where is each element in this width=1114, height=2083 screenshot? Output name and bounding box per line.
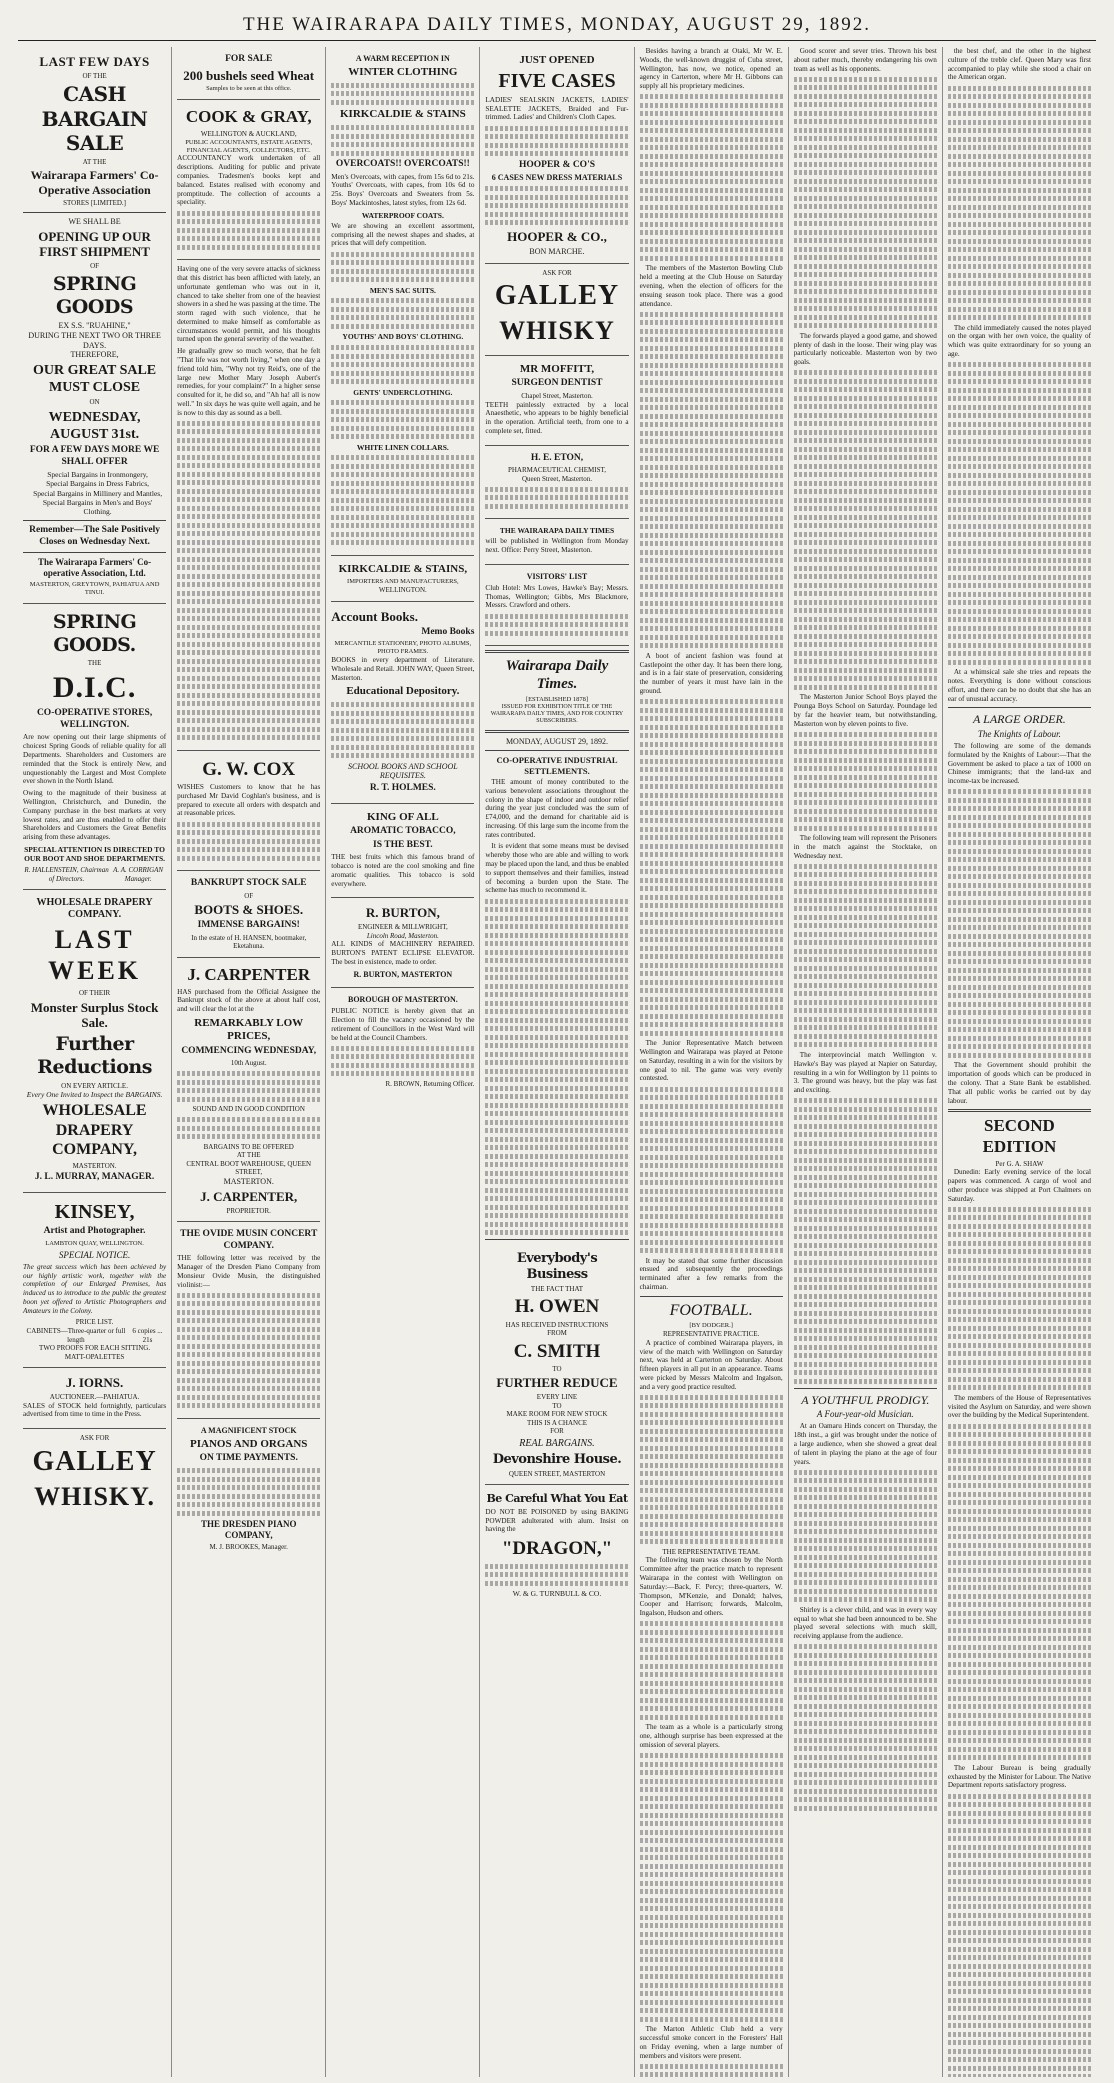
ad-j-carpenter xyxy=(177,958,320,1222)
ad-heading: 6 CASES NEW DRESS MATERIALS xyxy=(491,173,623,183)
ad-text: THE FACT THAT xyxy=(530,1284,584,1293)
ad-body: Having one of the very severe attacks of sickness that this district has been afflicted with lately, an unfortunate gentleman who was out in it, chanced to take shelter from one of the heaviest showers in a shed he was passing at the time. The storm raged with such violence, that he determined to make himself as comfortable as circumstances would permit, and his thoughts turned upon the general severity of the weather. xyxy=(177,265,321,344)
ad-body: ALL KINDS of MACHINERY REPAIRED. BURTON'S PATENT ECLIPSE ELEVATOR. The best in existence, made to order. xyxy=(331,940,475,966)
ad-body: TEETH painlessly extracted by a local Anaesthetic, who appears to be highly beneficial in the operation. Artificial teeth, from one to a complete set, fitted. xyxy=(485,400,629,435)
ad-heading: SURGEON DENTIST xyxy=(511,378,603,389)
ad-heading: "DRAGON," xyxy=(501,1538,613,1560)
ad-heading: Be Careful What You Eat xyxy=(486,1492,628,1506)
ad-body: LADIES' SEALSKIN JACKETS, LADIES' SEALETTE JACKETS, Braided and Fur-trimmed. Ladies' and Children's Cloth Capes. xyxy=(485,95,629,122)
ad-heading: FOR A FEW DAYS MORE WE SHALL OFFER xyxy=(29,445,160,467)
article-body: That the Government should prohibit the importation of goods which can be produced in the colony. That a State Bank be established. That all public works be carried out by day labour. xyxy=(947,1061,1091,1105)
ad-text: BON MARCHE. xyxy=(529,246,585,256)
ad-galley-whisky-1 xyxy=(23,1429,166,1520)
article-body: At a whimsical sale she tries and repeats the notes. Everything is done without conscious effort, and there can be no doubt that she has an ear of unusual accuracy. xyxy=(947,668,1091,703)
article-body: The members of the Masterton Bowling Club held a meeting at the Club House on Saturday evening, when the election of officers for the ensuing season took place. There was a good attendance. xyxy=(639,264,783,308)
issue-date: MONDAY, AUGUST 29, 1892. xyxy=(505,736,609,746)
ad-text: FROM xyxy=(547,1329,567,1338)
ad-heading: HOOPER & CO'S xyxy=(518,159,595,170)
ad-text: DURING THE NEXT TWO OR THREE DAYS. xyxy=(28,330,161,350)
article-subhead: THE REPRESENTATIVE TEAM. xyxy=(662,1547,760,1556)
ad-heading: Wairarapa Farmers' Co-Operative Association xyxy=(30,168,159,197)
ad-body: BOOKS in every department of Literature. Wholesale and Retail. JOHN WAY, Queen Street, Masterton. xyxy=(331,655,475,682)
article-body: The child immediately caused the notes played on the organ with her own voice, the quality of which was quite extraordinary for so young an age. xyxy=(947,323,1091,358)
ad-body: Men's Overcoats, with capes, from 15s 6d to 21s. Youths' Overcoats, with capes, from 10s 6d to 25s. Boys' Overcoats and Sweaters from 5s. Boys' Mackintoshes, latest styles, from 12s 6d. xyxy=(331,172,475,207)
article-body: Dunedin: Early evening service of the local papers was commenced. A cargo of wool and other produce was shipped at Port Chalmers on Saturday. xyxy=(947,1168,1091,1203)
ad-heading: G. W. COX xyxy=(202,758,296,780)
ad-heading: WHOLESALE DRAPERY COMPANY, xyxy=(42,1102,147,1159)
nameplate-established: [ESTABLISHED 1878] xyxy=(525,695,589,703)
ad-text: EVERY LINE xyxy=(536,1393,578,1402)
ad-heading: OPENING UP OUR FIRST SHIPMENT xyxy=(38,228,151,260)
ad-heading: SPRING GOODS xyxy=(52,272,137,319)
ad-heading: MR MOFFITT, xyxy=(519,362,595,375)
column-2 xyxy=(171,47,325,2077)
ad-heading: WHOLESALE DRAPERY COMPANY. xyxy=(36,897,153,921)
ad-heading: SPECIAL NOTICE. xyxy=(58,1249,131,1260)
ad-king-of-all xyxy=(331,804,474,899)
ad-heading: LAST FEW DAYS xyxy=(39,54,150,69)
ad-body: PUBLIC NOTICE is hereby given that an Election to fill the vacancy occasioned by the retirement of Councillors in the West Ward will be held at the Council Chambers. xyxy=(331,1007,475,1042)
ad-dic xyxy=(23,604,166,890)
column-3 xyxy=(325,47,479,2077)
article-body: Shirley is a clever child, and was in every way equal to what she had been announced to be. She played several selections with much skill, receiving applause from the audience. xyxy=(793,1605,937,1641)
ad-heading: REAL BARGAINS. xyxy=(519,1437,595,1449)
column-4 xyxy=(479,47,633,2077)
ad-text: ASK FOR xyxy=(79,1434,110,1443)
ad-for-sale-wheat xyxy=(177,47,320,100)
ad-text: PUBLIC ACCOUNTANTS, ESTATE AGENTS, FINANCIAL AGENTS, COLLECTORS, ETC. xyxy=(185,138,313,154)
ad-heading: WATERPROOF COATS. xyxy=(361,210,444,220)
ad-heading: IMMENSE BARGAINS! xyxy=(197,920,300,931)
article-title: CO-OPERATIVE INDUSTRIAL SETTLEMENTS. xyxy=(496,755,618,776)
article-body: The members of the House of Representatives visited the Asylum on Saturday, and were shown over the building by the Medical Superintendent. xyxy=(947,1393,1091,1420)
article-body: The following are some of the demands formulated by the Knights of Labour:—That the Government be asked to place a tax of 1000 on Chinese immigrants; that the land-tax and income-tax be increased. xyxy=(947,741,1091,786)
ad-text: THIS IS A CHANCE xyxy=(526,1418,588,1427)
ad-heading: THE OVIDE MUSIN CONCERT COMPANY. xyxy=(180,1229,318,1251)
article-title: A YOUTHFUL PRODIGY. xyxy=(801,1392,930,1407)
ad-text: Every One Invited to Inspect the BARGAINS. xyxy=(26,1090,163,1100)
column-6 xyxy=(788,47,942,2077)
ad-body: THE best fruits which this famous brand of tobacco is noted are the cool smoking and fine aromatic qualities. This tobacco is sold everywhere. xyxy=(331,853,475,888)
ad-heading: WHISKY xyxy=(499,316,615,346)
ad-heading: C. SMITH xyxy=(513,1340,601,1362)
article-body: The Junior Representative Match between Wellington and Wairarapa was played at Petone on Saturday, resulting in a win for the visitors by one goal to nil. The game was very evenly contested. xyxy=(639,1039,783,1083)
article-title: A LARGE ORDER. xyxy=(973,712,1066,727)
ad-text: Special Bargains in Millinery and Mantles, xyxy=(33,488,163,498)
ad-text: QUEEN STREET, MASTERTON xyxy=(508,1469,606,1478)
ad-heading: THE DRESDEN PIANO COMPANY, xyxy=(200,1519,297,1541)
ad-heading: BOOTS & SHOES. xyxy=(194,902,304,918)
ad-text: Special Bargains in Ironmongery, xyxy=(47,470,148,480)
ad-text: MASTERTON, GREYTOWN, PAHIATUA AND TINUI. xyxy=(29,581,160,596)
ad-farmers-association xyxy=(23,47,166,604)
ad-heading: WHITE LINEN COLLARS. xyxy=(356,442,449,452)
ad-bankrupt-stock xyxy=(177,871,320,958)
ad-text: OF xyxy=(244,891,254,900)
article-subhead: REPRESENTATIVE PRACTICE. xyxy=(662,1330,760,1339)
ad-heading: OVERCOATS!! OVERCOATS!! xyxy=(335,159,470,170)
ad-body: Are now opening out their large shipments of choicest Spring Goods of reliable quality for all Departments. Shareholders and Customers are reminded that the Stock is entirely New, and unquestionably the Largest and Most Complete ever shown in the North Island. xyxy=(23,733,167,786)
ad-body: HAS purchased from the Official Assignee the Bankrupt stock of the above at about half cost, and will clear the lot at the xyxy=(177,987,321,1014)
ad-heading: J. CARPENTER, xyxy=(200,1188,298,1204)
ad-text: ENGINEER & MILLWRIGHT, xyxy=(357,923,448,932)
ad-hooper-co xyxy=(485,47,628,264)
ad-text: MASTERTON. xyxy=(72,1161,117,1170)
ad-heading: BANKRUPT STOCK SALE xyxy=(190,878,307,889)
ad-text: AT THE xyxy=(82,157,107,166)
ad-eton-chemist xyxy=(485,446,628,520)
ad-heading: J. IORNS. xyxy=(65,1375,124,1391)
ad-text: BARGAINS TO BE OFFERED xyxy=(203,1142,294,1151)
ad-body: DO NOT BE POISONED by using BAKING POWDER adulterated with alum. Insist on having the xyxy=(485,1507,629,1534)
ad-moffitt xyxy=(485,356,628,446)
ad-heading: Remember—The Sale Positively Closes on Wednesday Next. xyxy=(29,524,160,547)
ad-text: TO xyxy=(552,1401,562,1410)
ad-r-burton xyxy=(331,898,474,988)
article-body: The following team will represent the Prisoners in the match against the Stocktake, on Wednesday next. xyxy=(793,834,937,860)
article-body: At an Oamaru Hinds concert on Thursday, the 18th inst., a girl was brought under the notice of a large audience, when she showed a great deal of talent in playing the piano at the age of four years. xyxy=(793,1422,937,1466)
ad-kinsey xyxy=(23,1193,166,1368)
ad-text: AT THE xyxy=(236,1151,261,1160)
ad-heading: PIANOS AND ORGANS xyxy=(190,1437,308,1450)
ad-body: SALES of STOCK held fortnightly, particulars advertised from time to time in the Press. xyxy=(23,1401,167,1419)
ad-cook-gray xyxy=(177,100,320,260)
masthead: THE WAIRARAPA DAILY TIMES, MONDAY, AUGUST 29, 1892. xyxy=(18,14,1096,41)
ad-heading: FURTHER REDUCE xyxy=(496,1375,618,1391)
ad-text: WELLINGTON. xyxy=(378,586,427,595)
price-value: 6 copies ... 21s xyxy=(132,1327,163,1344)
article-body: A practice of combined Wairarapa players, in view of the match with Wellington on Saturday next, was held at Carterton on Saturday. About fifteen players in all put in an appearance. Teams were picked by Messrs Malcolm and Ingalson, and a very good practice resulted. xyxy=(639,1338,783,1391)
ad-heading: JUST OPENED xyxy=(519,54,595,66)
ad-text: HAS RECEIVED INSTRUCTIONS xyxy=(505,1320,609,1329)
ad-text: OF THEIR xyxy=(78,989,111,998)
ad-text: WE SHALL BE xyxy=(68,216,121,226)
article-body: A boot of ancient fashion was found at Castlepoint the other day. It has been there long, and is in a fair state of preservation, considering the number of years it must have lain in the ground. xyxy=(639,651,783,695)
article-subtitle: A Four-year-old Musician. xyxy=(816,1409,914,1420)
ad-text: ASK FOR xyxy=(542,268,572,277)
article-body: THE amount of money contributed to the various benevolent associations throughout the colony in the shape of indoor and outdoor relief during the year just concluded was the sum of £74,000, and the demand for charitable aid is increasing. Of this large sum the income from the rates contributed. xyxy=(485,777,629,839)
ad-text: CENTRAL BOOT WAREHOUSE, QUEEN STREET, xyxy=(186,1159,312,1177)
ad-heading: SCHOOL BOOKS AND SCHOOL REQUISITES. xyxy=(347,761,458,781)
article-subtitle: The Knights of Labour. xyxy=(977,729,1061,739)
ad-heading: IS THE BEST. xyxy=(373,839,433,850)
ad-text: SOUND AND IN GOOD CONDITION xyxy=(192,1105,305,1114)
ad-text: WELLINGTON & AUCKLAND, xyxy=(200,130,297,139)
ad-heading: D.I.C. xyxy=(52,670,137,704)
ad-g-w-cox xyxy=(177,751,320,871)
ad-heading: Further Reductions xyxy=(37,1033,152,1079)
article-body: The forwards played a good game, and showed plenty of dash in the loose. Their wing play was particularly noticeable. Masterton won by two goals. xyxy=(793,331,937,367)
ad-text: ON xyxy=(89,398,100,407)
ad-borough-masterton xyxy=(331,988,474,1094)
ad-heading: Monster Surplus Stock Sale. xyxy=(30,999,159,1031)
ad-text: MATT-OPALETTES xyxy=(64,1352,125,1361)
ad-body: He gradually grew so much worse, that he felt "That life was not worth living," when one day a friend told him, "Why not try Reid's, one of the large new Mother Mary Joseph Aubert's remedies, for your complaint?" In a higher sense consulted for it, he did so, and "Ah ha! all is now well." In six days he was quite well again, and he is now to this day as sound as a bell. xyxy=(177,347,321,417)
article-body: The interprovincial match Wellington v. Hawke's Bay was played at Napier on Saturday, resulting in a win for Wellington by 11 points to 3. The ground was heavy, but the play was fast and exciting. xyxy=(793,1050,937,1095)
ad-heading: CASH BARGAIN SALE xyxy=(41,82,148,156)
ad-dragon-baking-powder xyxy=(485,1485,628,1604)
ad-heading: GALLEY xyxy=(32,1445,157,1477)
ad-text: LAMBTON QUAY, WELLINGTON. xyxy=(45,1239,144,1247)
ad-heading: AROMATIC TOBACCO, xyxy=(350,826,456,837)
ad-ovide-musin xyxy=(177,1222,320,1419)
article-body: It is evident that some means must be devised whereby those who are able and willing to work may be placed upon the land, and thus be enabled to support themselves and their families, instead of becoming a burden upon the State. The scheme has much to recommend it. xyxy=(485,842,629,895)
ad-heading: SPECIAL ATTENTION IS DIRECTED TO OUR BOOT AND SHOE DEPARTMENTS. xyxy=(24,844,166,863)
ad-heading: KIRKCALDIE & STAINS xyxy=(339,108,466,121)
ad-wholesale-drapery xyxy=(23,890,166,1193)
article-body: The team as a whole is a particularly strong one, although surprise has been expressed at the omission of several players. xyxy=(639,1723,783,1749)
ad-text: Special Bargains in Men's and Boys' Clothing. xyxy=(42,497,153,516)
ad-body: Owing to the magnitude of their business at Wellington, Christchurch, and Dunedin, the Company purchase in the best markets at very lowest rates, and are thus enabled to offer their Shareholders and Customers the Great Benefits arising from these advantages. xyxy=(23,789,167,842)
ad-text: TWO PROOFS FOR EACH SITTING. xyxy=(39,1344,151,1353)
article-body: The following team was chosen by the North Committee after the practice match to represent Wairarapa in the contest with Wellington on Saturday:—Back, F. Percy; three-quarters, W. Thompson, M'Kenzie, and Donald; halves, Cooper and Harrison; forwards, Malcolm, Ingalson, Hudson and others. xyxy=(639,1556,783,1618)
ad-heading: KINSEY, xyxy=(54,1200,135,1223)
ad-story xyxy=(177,260,320,751)
ad-text: OF xyxy=(90,262,100,271)
ad-heading: WINTER CLOTHING xyxy=(348,65,458,78)
ad-heading: ON TIME PAYMENTS. xyxy=(199,1453,298,1464)
signature-right: A. A. CORRIGAN Manager. xyxy=(113,866,164,883)
ad-text: PROPRIETOR. xyxy=(226,1206,271,1215)
ad-text: ON EVERY ARTICLE. xyxy=(61,1081,128,1090)
article-body: The Masterton Junior School Boys played the Pounga Boys School on Saturday. Poundage led by far the heavier team, but notwithstanding, Masterton won by eleven points to five. xyxy=(793,693,937,728)
ad-heading: OUR GREAT SALE MUST CLOSE xyxy=(32,363,157,396)
ad-text: PHARMACEUTICAL CHEMIST, xyxy=(507,466,606,475)
ad-heading: R. T. HOLMES. xyxy=(369,783,436,794)
ad-heading: KIRKCALDIE & STAINS, xyxy=(338,562,468,575)
ad-heading: YOUTHS' AND BOYS' CLOTHING. xyxy=(342,332,464,342)
ad-body: ACCOUNTANCY work undertaken of all descriptions. Auditing for public and private companies. Tradesmen's books kept and balanced. Estates realised with economy and promptitude. The collection of accounts a speciality. xyxy=(177,154,321,207)
ad-heading: FOR SALE xyxy=(225,54,273,64)
ad-heading: J. L. MURRAY, MANAGER. xyxy=(34,1172,155,1183)
ad-body: will be published in Wellington from Monday next. Office: Perry Street, Masterton. xyxy=(485,537,629,555)
ad-heading: SPRING GOODS. xyxy=(52,610,137,657)
ad-heading: GALLEY xyxy=(494,280,620,312)
ad-account-books xyxy=(331,602,474,804)
column-1 xyxy=(18,47,171,2077)
column-7 xyxy=(942,47,1096,2077)
ad-heading: H. E. ETON, xyxy=(530,452,584,463)
ad-text: AUCTIONEER.—PAHIATUA. xyxy=(49,1393,140,1401)
ad-heading: KING OF ALL xyxy=(366,810,439,823)
ad-text: 10th August. xyxy=(230,1059,267,1068)
ad-heading: The Wairarapa Farmers' Co-operative Association, Ltd. xyxy=(38,557,152,579)
ad-heading: Educational Depository. xyxy=(346,685,460,698)
ad-heading: FIVE CASES xyxy=(498,70,616,93)
ad-heading: WEDNESDAY, AUGUST 31st. xyxy=(48,409,141,442)
article-title: SECOND EDITION xyxy=(982,1116,1057,1157)
article-body: Besides having a branch at Otaki, Mr W. E. Woods, the well-known druggist of Cuba street, Wellington, has now, we notice, opened an agency in Carterton, where Mr H. Gibbons can supply all his proprietary medicines. xyxy=(639,47,783,91)
ad-text: STORES [LIMITED.] xyxy=(63,199,126,208)
ad-body: WISHES Customers to know that he has purchased Mr David Coghlan's business, and is prepared to execute all orders with despatch and at reasonable prices. xyxy=(177,783,321,818)
article-body: The Marton Athletic Club held a very successful smoke concert in the Foresters' Hall on Friday evening, when a large number of members and visitors were present. xyxy=(639,2025,783,2060)
column-5 xyxy=(634,47,788,2077)
article-byline: [BY DODGER.] xyxy=(689,1322,733,1330)
article-body: the best chef, and the other in the highest culture of the treble clef. Queen Mary was first accompanied to play while she stood a chair on the American organ. xyxy=(947,47,1091,82)
ad-heading: Artist and Photographer. xyxy=(43,1226,146,1237)
ad-heading: GENTS' UNDERCLOTHING. xyxy=(353,387,453,397)
ad-devonshire-house xyxy=(485,1244,628,1485)
ad-heading: CO-OPERATIVE STORES, WELLINGTON. xyxy=(36,708,153,730)
ad-text: MAKE ROOM FOR NEW STOCK xyxy=(506,1410,608,1419)
ad-kirkcaldie-stains xyxy=(331,47,474,556)
ad-text: Samples to be seen at this office. xyxy=(206,85,292,93)
ad-heading: J. CARPENTER xyxy=(187,964,311,984)
ad-heading: R. BURTON, MASTERTON xyxy=(353,969,453,979)
ad-text: Lincoln Road, Masterton. xyxy=(366,931,439,940)
ad-heading: Everybody's Business xyxy=(516,1251,598,1282)
article-body: The Labour Bureau is being gradually exhausted by the Minister for Labour. The Native Department reports satisfactory progress. xyxy=(947,1763,1091,1790)
notice-daily-times xyxy=(485,519,628,565)
ad-heading: HOOPER & CO., xyxy=(507,228,607,244)
ad-galley-whisky-2 xyxy=(485,264,628,356)
ad-text: W. & G. TURNBULL & CO. xyxy=(512,1589,602,1599)
ad-text: TO xyxy=(552,1364,562,1373)
columns xyxy=(18,47,1096,2077)
ad-kirkcaldie-stains-2 xyxy=(331,556,474,602)
ad-body: Club Hotel: Mrs Lowes, Hawke's Bay; Messrs. Thomas, Wellington; Gibbs, Mrs Blackmore, Messrs. Crawford and others. xyxy=(485,583,629,610)
ad-text: MASTERTON. xyxy=(223,1177,274,1186)
ad-text: R. BROWN, Returning Officer. xyxy=(385,1079,475,1088)
ad-heading: THE WAIRARAPA DAILY TIMES xyxy=(499,526,615,536)
article-title: FOOTBALL. xyxy=(669,1301,753,1319)
ad-text: IMPORTERS AND MANUFACTURERS, xyxy=(347,578,459,586)
ad-text: In the estate of H. HANSEN, bootmaker, Eketahuna. xyxy=(191,933,307,951)
ad-heading: REMARKABLY LOW PRICES, xyxy=(194,1016,304,1043)
ad-text: FOR xyxy=(550,1427,564,1436)
price-item: CABINETS—Three-quarter or full length xyxy=(26,1327,126,1344)
ad-text: M. J. BROOKES, Manager. xyxy=(209,1543,288,1552)
ad-heading: WHISKY. xyxy=(34,1481,156,1511)
ad-heading: COMMENCING WEDNESDAY, xyxy=(181,1045,317,1056)
ad-text: Chapel Street, Masterton. xyxy=(521,391,593,400)
ad-heading: 200 bushels seed Wheat xyxy=(183,67,315,83)
ad-dresden-piano xyxy=(177,1419,320,1558)
ad-heading: BOROUGH OF MASTERTON. xyxy=(347,995,458,1005)
ad-body: We are showing an excellent assortment, comprising all the newest shapes and shades, at prices that will defy competition. xyxy=(331,221,475,248)
ad-heading: R. BURTON, xyxy=(365,905,440,921)
notice-visitors-list xyxy=(485,565,628,646)
ad-heading: MEN'S SAC SUITS. xyxy=(369,285,436,295)
ad-iorns xyxy=(23,1368,166,1429)
ad-text: THE xyxy=(87,659,102,668)
ad-text: EX S.S. "RUAHINE," xyxy=(58,321,131,331)
ad-text: PRICE LIST. xyxy=(75,1318,114,1327)
ad-heading: Devonshire House. xyxy=(492,1452,622,1468)
ad-heading: Memo Books xyxy=(421,626,475,637)
ad-body: The great success which has been achieved by our highly artistic work, together with the completion of our Enlarged Premises, has induced us to introduce to the public the greatest boon yet offered to Artistic Photographers and Amateurs in the Colony. xyxy=(23,1262,167,1315)
ad-text: Queen Street, Masterton. xyxy=(522,474,592,483)
article-body: It may be stated that some further discussion ensued and subsequently the proceedings terminated after a few remarks from the chairman. xyxy=(639,1256,783,1291)
ad-body: THE following letter was received by the Manager of the Dresden Piano Company from Monsieur Ovide Musin, the distinguished violinist:— xyxy=(177,1254,321,1289)
ad-heading: COOK & GRAY, xyxy=(185,107,312,127)
ad-heading: VISITORS' LIST xyxy=(526,571,588,581)
ad-heading: LAST WEEK xyxy=(48,924,142,986)
ad-heading: A MAGNIFICENT STOCK xyxy=(200,1425,297,1435)
newspaper-nameplate: Wairarapa Daily Times. xyxy=(505,658,609,693)
ad-heading: H. OWEN xyxy=(514,1296,600,1318)
article-body: Good scorer and sever tries. Thrown his best about rather much, thereby endangering his own team as well as his opponents. xyxy=(793,47,937,73)
nameplate-subline: ISSUED FOR EXHIBITION TITLE OF THE WAIRARAPA DAILY TIMES, AND FOR COUNTRY SUBSCRIBERS. xyxy=(490,703,624,725)
article-byline: Per G. A. SHAW xyxy=(995,1159,1044,1168)
ad-text: OF THE xyxy=(82,71,107,80)
ad-text: MERCANTILE STATIONERY, PHOTO ALBUMS, PHOTO FRAMES. xyxy=(334,640,472,656)
ad-text: THEREFORE, xyxy=(70,350,119,360)
signature-left: R. HALLENSTEIN, Chairman of Directors. xyxy=(24,866,109,883)
ad-heading: A WARM RECEPTION IN xyxy=(355,54,450,63)
ad-heading: Account Books. xyxy=(331,608,418,624)
ad-text: Special Bargains in Dress Fabrics, xyxy=(46,479,150,489)
